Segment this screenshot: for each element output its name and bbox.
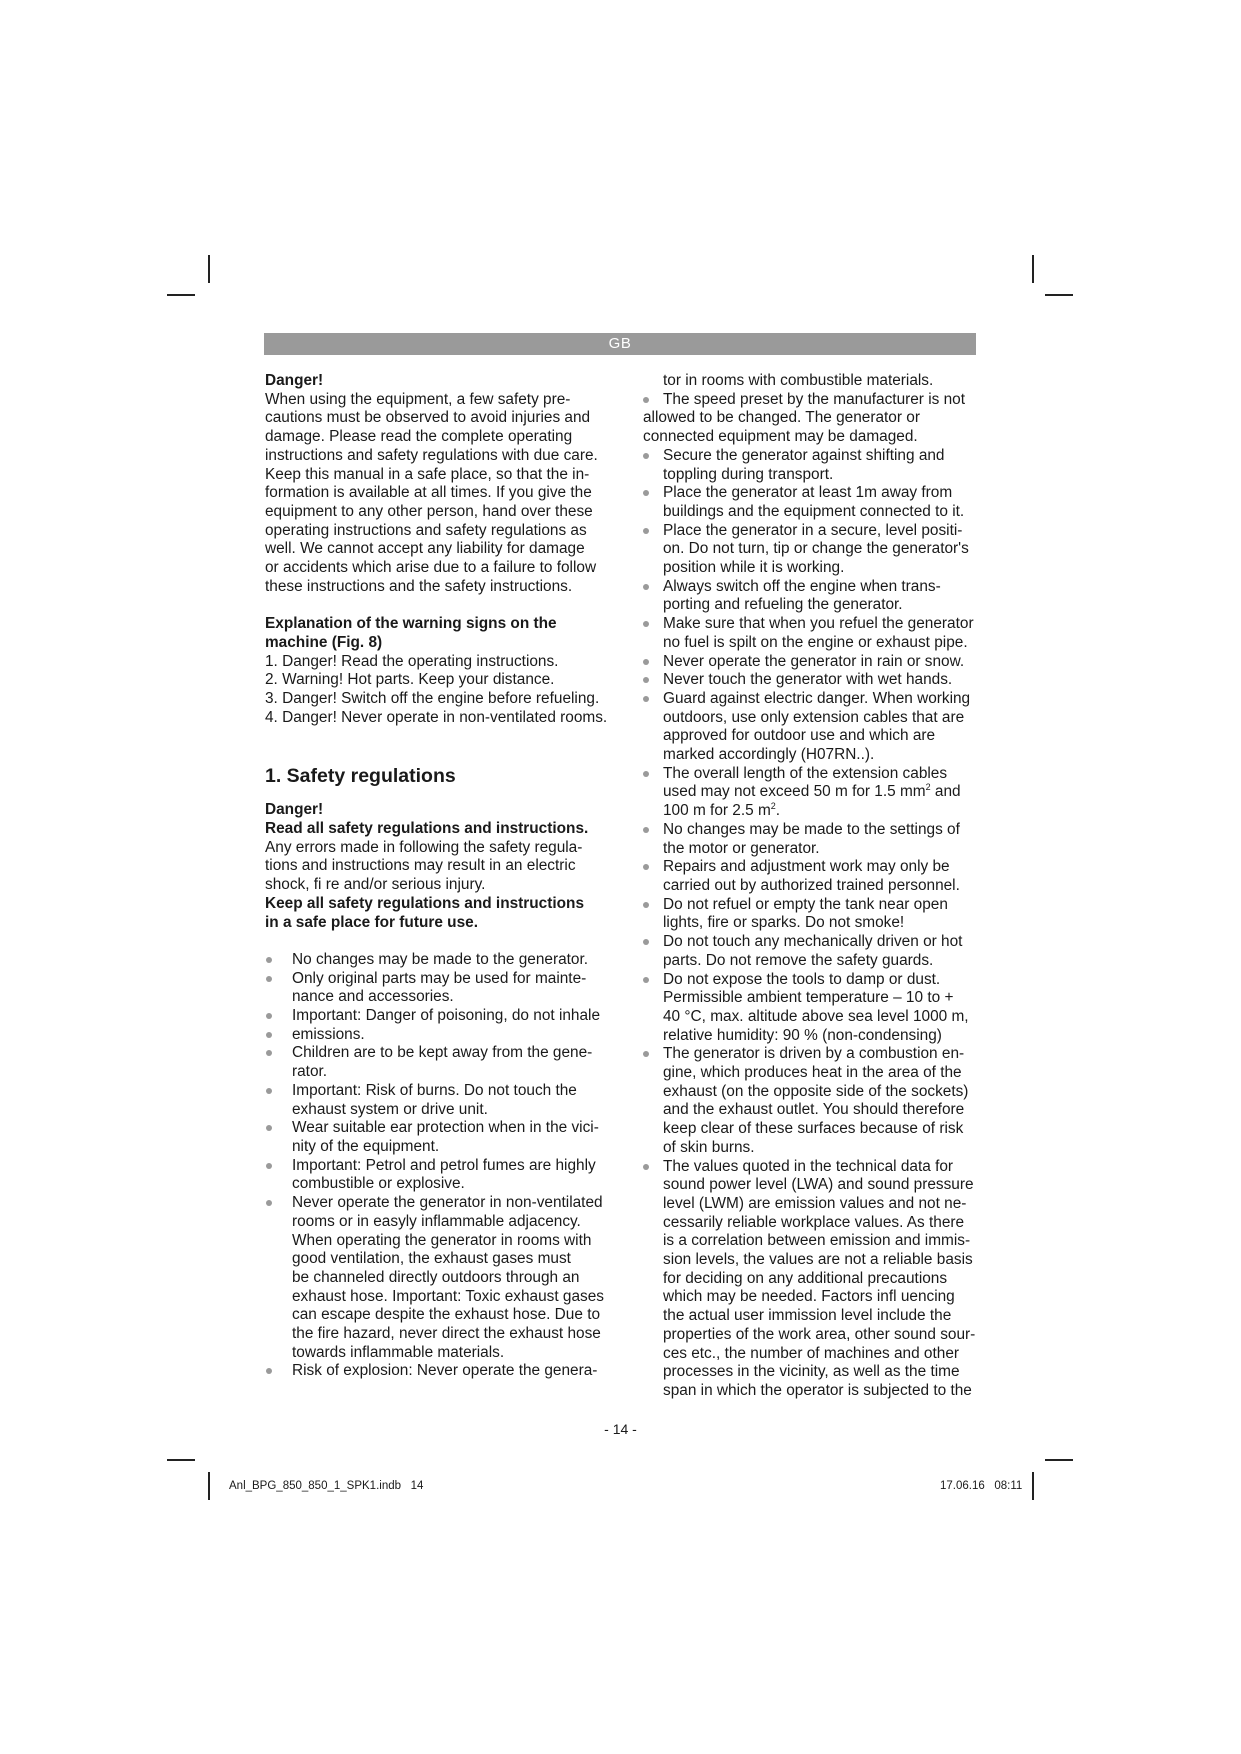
safety-bullet-list xyxy=(265,951,617,1381)
page-number: - 14 - xyxy=(604,1421,637,1437)
list-item: 3. Danger! Switch off the engine before refueling. xyxy=(265,689,600,707)
list-item: Guard against electric danger. When working outdoors, use only extension cables that are approved for outdoor use and which are marked accordingly (H07RN..). xyxy=(643,690,978,765)
keep-all-heading: Keep all safety regulations and instructions in a safe place for future use. xyxy=(265,894,585,931)
list-item: Important: Petrol and petrol fumes are highly combustible or explosive. xyxy=(265,1157,617,1194)
crop-mark xyxy=(208,1472,210,1500)
errors-paragraph: Any errors made in following the safety regula- tions and instructions may result in an electric shock, fi re and/or serious injury. xyxy=(265,838,583,894)
list-item: Only original parts may be used for mainte- nance and accessories. xyxy=(265,970,617,1007)
list-item: Never touch the generator with wet hands. xyxy=(643,671,978,690)
list-item: Children are to be kept away from the gene- rator. xyxy=(265,1044,617,1081)
crop-mark xyxy=(208,255,210,283)
list-item: The speed preset by the manufacturer is not xyxy=(643,391,978,410)
list-item: The overall length of the extension cables used may not exceed 50 m for 1.5 $mm^2$ and 100 m for 2.5 $m^2$. xyxy=(643,765,978,821)
crop-mark xyxy=(1032,1472,1034,1500)
list-item: Important: Risk of burns. Do not touch the exhaust system or drive unit. xyxy=(265,1082,617,1119)
list-item: Never operate the generator in rain or snow. xyxy=(643,653,978,672)
list-item: 4. Danger! Never operate in non-ventilated rooms. xyxy=(265,708,608,726)
list-item: Always switch off the engine when trans- porting and refueling the generator. xyxy=(643,578,978,615)
speed-continuation: allowed to be changed. The generator or connected equipment may be damaged. xyxy=(643,409,920,446)
safety-bullet-list-continued xyxy=(643,391,978,410)
list-item: Important: Danger of poisoning, do not inhale xyxy=(265,1007,617,1026)
crop-mark xyxy=(1045,294,1073,296)
list-item: Do not refuel or empty the tank near open lights, fire or sparks. Do not smoke! xyxy=(643,896,978,933)
crop-mark xyxy=(167,294,195,296)
list-item: Wear suitable ear protection when in the vici- nity of the equipment. xyxy=(265,1119,617,1156)
list-item: Repairs and adjustment work may only be carried out by authorized trained personnel. xyxy=(643,858,978,895)
left-column xyxy=(265,372,617,1381)
list-item: The generator is driven by a combustion en- gine, which produces heat in the area of the exhaust (on the opposite side of the sockets) and the exhaust outlet. You should therefore keep clear of these surfaces because of risk of skin burns. xyxy=(643,1045,978,1157)
warning-signs-list xyxy=(265,653,617,728)
read-all-heading: Read all safety regulations and instructions. xyxy=(265,820,589,838)
continuation-line: tor in rooms with combustible materials. xyxy=(663,372,934,389)
list-item: Do not expose the tools to damp or dust. Permissible ambient temperature – 10 to + 40 °C, max. altitude above sea level 1000 m, relative humidity: 90 % (non-condensing) xyxy=(643,971,978,1046)
danger-heading: Danger! xyxy=(265,372,324,389)
list-item: No changes may be made to the settings of the motor or generator. xyxy=(643,821,978,858)
language-header: GB xyxy=(264,333,976,355)
footer-filename: Anl_BPG_850_850_1_SPK1.indb 14 xyxy=(229,1480,424,1492)
warning-signs-heading: Explanation of the warning signs on the machine (Fig. 8) xyxy=(265,615,557,651)
list-item: Secure the generator against shifting and toppling during transport. xyxy=(643,447,978,484)
list-item: 1. Danger! Read the operating instructions. xyxy=(265,652,559,670)
list-item: Never operate the generator in non-ventilated rooms or in easyly inflammable adjacency. When operating the generator in rooms with good ventilation, the exhaust gases must be channeled directly outdoors through an exhaust hose. Important: Toxic exhaust gases can escape despite the exhaust hose. Due to the fire hazard, never direct the exhaust hose towards inflammable materials. xyxy=(265,1194,617,1362)
danger-heading-2: Danger! xyxy=(265,801,324,819)
crop-mark xyxy=(1045,1459,1073,1461)
intro-paragraph: When using the equipment, a few safety pre- cautions must be observed to avoid injuries and damage. Please read the complete operating instructions and safety regulations with due care. Keep this manual in a safe place, so that the in- formation is available at all times. If you give the equipment to any other person, hand over these operating instructions and safety regulations as well. We cannot accept any liability for damage or accidents which arise due to a failure to follow these instructions and the safety instructions. xyxy=(265,390,598,595)
section-title: 1. Safety regulations xyxy=(265,765,456,788)
list-item: No changes may be made to the generator. xyxy=(265,951,617,970)
right-column xyxy=(643,372,978,1401)
crop-mark xyxy=(167,1459,195,1461)
list-item: Do not touch any mechanically driven or hot parts. Do not remove the safety guards. xyxy=(643,933,978,970)
list-item: emissions. xyxy=(265,1026,617,1045)
list-item: 2. Warning! Hot parts. Keep your distance. xyxy=(265,671,555,689)
crop-mark xyxy=(1032,255,1034,283)
list-item: The values quoted in the technical data for sound power level (LWA) and sound pressure level (LWM) are emission values and not ne- cessarily reliable workplace values. As there is a correlation between emission and immis- sion levels, the values are not a reliable basis for deciding on any additional precautions which may be needed. Factors infl uencing the actual user immission level include the properties of the work area, other sound sour- ces etc., the number of machines and other processes in the vicinity, as well as the time span in which the operator is subjected to the xyxy=(643,1158,978,1401)
list-item: Make sure that when you refuel the generator no fuel is spilt on the engine or exhaust pipe. xyxy=(643,615,978,652)
safety-bullet-list-a xyxy=(643,447,978,1401)
list-item: Place the generator in a secure, level positi- on. Do not turn, tip or change the generator's position while it is working. xyxy=(643,522,978,578)
list-item: Place the generator at least 1m away from buildings and the equipment connected to it. xyxy=(643,484,978,521)
footer-timestamp: 17.06.16 08:11 xyxy=(940,1480,1023,1492)
list-item: Risk of explosion: Never operate the genera- xyxy=(265,1362,617,1381)
